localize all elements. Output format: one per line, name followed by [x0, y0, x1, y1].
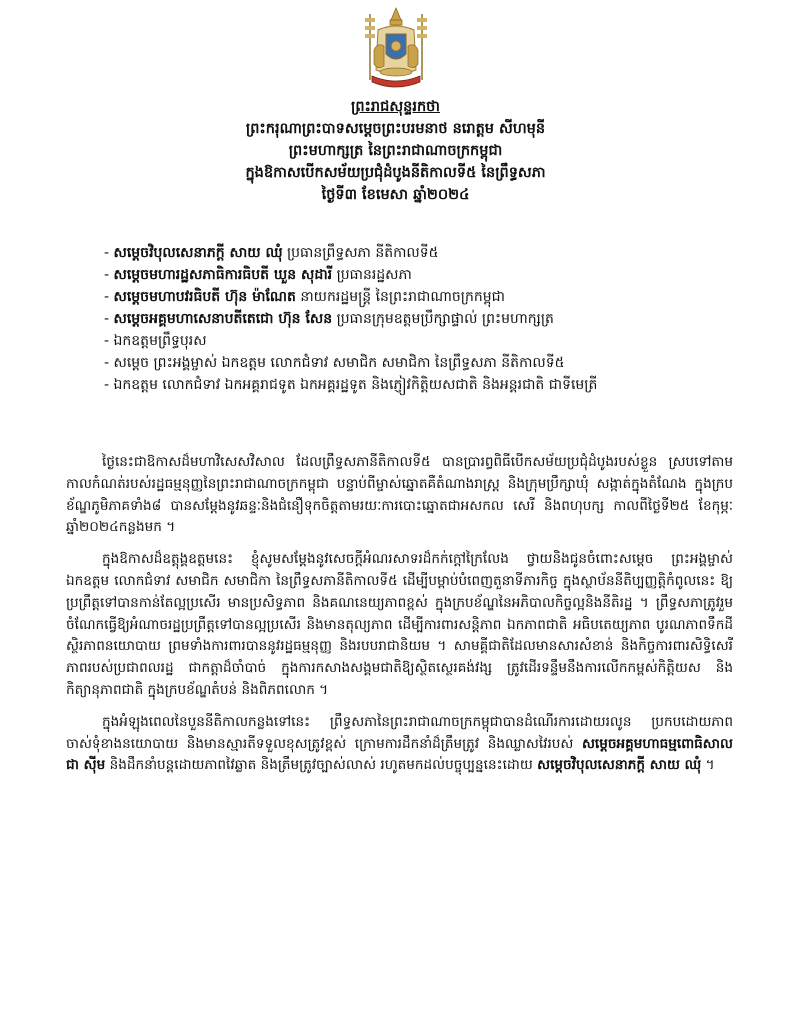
salutation-list — [104, 242, 731, 396]
speaker-title: ព្រះករុណាព្រះបាទសម្ដេចព្រះបរមនាថ នរោត្តម សីហមុនី — [245, 121, 546, 137]
paragraph: ក្នុងអំឡុងពេលនៃបួននីតិកាលកន្លងទៅនេះ ព្រឹទ្ធសភានៃព្រះរាជាណាចក្រកម្ពុជាបានដំណើរការដោយរលូន ប្រកបដោយភាពចាស់ទុំខាងនយោបាយ និងមានស្មារតីទទួលខុសត្រូវខ្ពស់ ក្រោមការដឹកនាំដ៏ត្រឹមត្រូវ និងឈ្លាសវៃរបស់ សម្ដេចអគ្គមហាធម្មពោធិសាល ជា ស៊ីម និងដឹកនាំបន្តដោយភាពវៃឆ្លាត និងត្រឹមត្រូវច្បាស់លាស់ រហូតមកដល់បច្ចុប្បន្ននេះដោយ សម្ដេចវិបុលសេនាភក្ដី សាយ ឈុំ ។ — [66, 713, 733, 774]
salutation-item: - ឯកឧត្តម លោកជំទាវ ឯកអគ្គរាជទូត ឯកអគ្គរដ្ឋទូត និងភ្ញៀវកិត្តិយសជាតិ និងអន្តរជាតិ ជាទីមេត្រី — [104, 377, 598, 393]
date-line: ថ្ងៃទី៣ ខែមេសា ឆ្នាំ២០២៤ — [321, 187, 470, 203]
occasion-line: ក្នុងឱកាសបើកសម័យប្រជុំដំបូងនីតិកាលទី៥ នៃព្រឹទ្ធសភា — [245, 165, 546, 181]
salutation-item: - សម្ដេចមហារដ្ឋសភាធិការធិបតី ឃួន សុដារី ប្រធានរដ្ឋសភា — [104, 267, 412, 283]
salutation-item: - សម្ដេច ព្រះអង្គម្ចាស់ ឯកឧត្ដម លោកជំទាវ សមាជិក សមាជិកា នៃព្រឹទ្ធសភា នីតិកាលទី៥ — [104, 355, 565, 371]
speaker-subtitle: ព្រះមហាក្សត្រ នៃព្រះរាជាណាចក្រកម្ពុជា — [288, 143, 503, 159]
speech-body — [66, 452, 733, 787]
salutation-item: - សម្ដេចវិបុលសេនាភក្ដី សាយ ឈុំ ប្រធានព្រឹទ្ធសភា នីតិកាលទី៥ — [104, 245, 439, 261]
bold-name: សម្ដេចអគ្គមហាធម្មពោធិសាល ជា ស៊ីម — [66, 735, 733, 774]
salutation-item: - ឯកឧត្តមព្រឹទ្ធបុរស — [104, 333, 207, 349]
bold-name: សម្ដេចវិបុលសេនាភក្ដី សាយ ឈុំ — [537, 757, 702, 774]
paragraph: ថ្ងៃនេះជាឱកាសដ៏មហាវិសេសវិសាល ដែលព្រឹទ្ធសភានីតិកាលទី៥ បានប្រារព្ធពិធីបើកសម័យប្រជុំដំបូងរបស់ខ្លួន ស្របទៅតាមកាលកំណត់របស់រដ្ឋធម្មនុញ្ញនៃព្រះរាជាណាចក្រកម្ពុជា បន្ទាប់ពីម្ចាស់ឆ្នោតគឺតំណាងរាស្ត្រ និងក្រុមប្រឹក្សាឃុំ សង្កាត់ក្នុងតំណែង ក្នុងក្របខ័ណ្ឌភូមិភាគទាំង៨ បានសម្ដែងនូវឆន្ទៈនិងជំនឿទុកចិត្តតាមរយៈការបោះឆ្នោតជាអសកល សេរី និងពហុបក្ស កាលពីថ្ងៃទី២៥ ខែកុម្ភៈ ឆ្នាំ២០២៤កន្លងមក ។ — [66, 454, 733, 536]
royal-arms-emblem — [360, 6, 432, 92]
salutation-item: - សម្ដេចមហាបវរធិបតី ហ៊ុន ម៉ាណែត នាយករដ្ឋមន្ត្រី នៃព្រះរាជាណាចក្រកម្ពុជា — [104, 289, 505, 305]
salutation-item: - សម្ដេចអគ្គមហាសេនាបតីតេជោ ហ៊ុន សែន ប្រធានក្រុមឧត្ដមប្រឹក្សាផ្ទាល់ ព្រះមហាក្សត្រ — [104, 311, 554, 327]
paragraph: ក្នុងឱកាសដ៏ឧត្តុង្គឧត្តមនេះ ខ្ញុំសូមសម្ដែងនូវសេចក្ដីអំណរសាទរដ៏កក់ក្ដៅក្រៃលែង ថ្វាយនិងជូនចំពោះសម្ដេច ព្រះអង្គម្ចាស់ ឯកឧត្ដម លោកជំទាវ សមាជិក សមាជិកា នៃព្រឹទ្ធសភានីតិកាលទី៥ ដើម្បីបម្ពាប់បំពេញតួនាទីភារកិច្ច ក្នុងស្ថាប័ននីតិប្បញ្ញត្តិកំពូលនេះ ឱ្យប្រព្រឹត្តទៅបានកាន់តែល្អប្រសើរ មានប្រសិទ្ធភាព និងគណនេយ្យភាពខ្ពស់ ក្នុងក្របខ័ណ្ឌនៃអភិបាលកិច្ចល្អនិងនីតិរដ្ឋ ។ ព្រឹទ្ធសភាត្រូវរួមចំណែកធ្វើឱ្យអំណាចរដ្ឋប្រព្រឹត្តទៅបានល្អប្រសើរ និងមានតុល្យភាព ដើម្បីការពារសន្តិភាព ឯកភាពជាតិ អធិបតេយ្យភាព បូរណភាពទឹកដី ស្ថិរភាពនយោបាយ ព្រមទាំងការពារបាននូវរដ្ឋធម្មនុញ្ញ និងរបបរាជានិយម ។ សាមគ្គីជាតិដែលមានសារសំខាន់ និងកិច្ចការពារសិទ្ធិសេរីភាពរបស់ប្រជាពលរដ្ឋ ជាកត្តាដ៏ចាំបាច់ ក្នុងការកសាងសង្គមជាតិឱ្យស្ថិតស្ថេរគង់វង្ស ត្រូវដើរទន្ទឹមនឹងការលើកកម្ពស់កិត្តិយស និងកិត្យានុភាពជាតិ ក្នុងក្របខ័ណ្ឌតំបន់ និងពិភពលោក ។ — [66, 551, 733, 698]
speech-header — [60, 96, 731, 206]
document-title: ព្រះរាជសុន្ទរកថា — [351, 99, 440, 115]
